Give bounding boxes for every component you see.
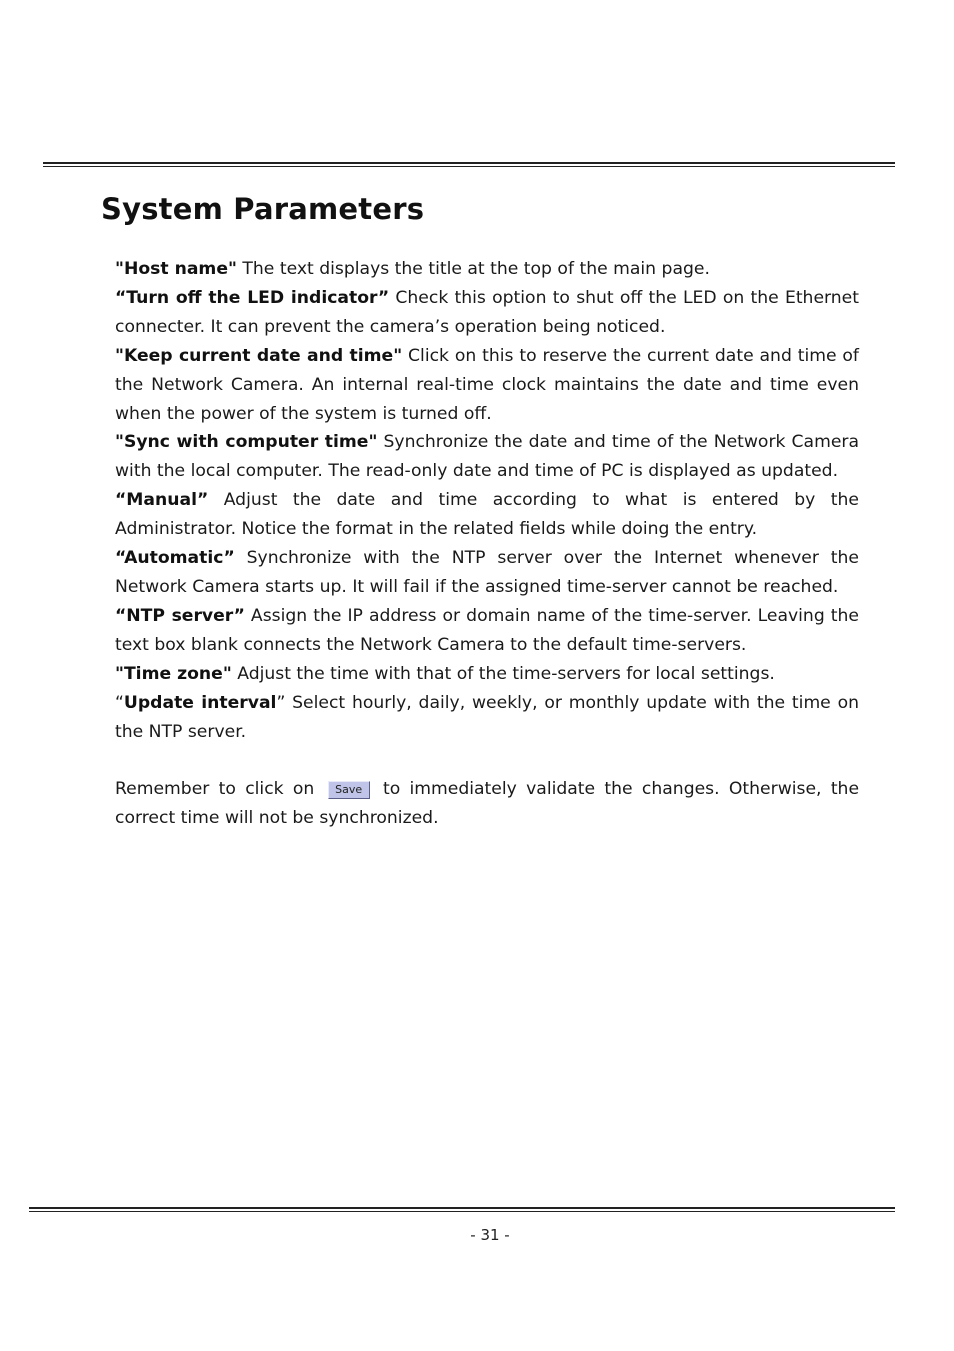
paragraph-spacer	[115, 746, 859, 775]
save-reminder	[115, 775, 859, 833]
parameter-descriptions	[115, 255, 859, 833]
param-term: “Automatic”	[115, 548, 235, 569]
param-term: “Manual”	[115, 490, 209, 511]
param-automatic	[115, 544, 859, 602]
reminder-text-after: to immediately validate the changes. Otherwise, the correct time will not be synchronized.	[115, 779, 860, 829]
param-sync-computer-time	[115, 428, 859, 486]
param-description: Check this option to shut off the LED on the Ethernet connecter. It can prevent the camera’s operation being noticed.	[115, 287, 859, 337]
header-rule	[43, 162, 895, 167]
param-term: "Time zone"	[115, 663, 232, 684]
param-description: Assign the IP address or domain name of the time-server. Leaving the text box blank connects the Network Camera to the default time-servers.	[115, 605, 859, 655]
param-term: "Host name"	[115, 259, 237, 279]
param-time-zone	[115, 660, 859, 689]
param-description: The text displays the title at the top of the main page.	[236, 259, 710, 279]
param-description: Adjust the date and time according to what is entered by the Administrator. Notice the format in the related fields while doing the entry.	[115, 490, 859, 540]
param-description: Adjust the time with that of the time-servers for local settings.	[231, 663, 775, 684]
param-ntp-server	[115, 602, 859, 660]
reminder-text-before: Remember to click on	[115, 779, 315, 800]
save-button[interactable]: Save	[328, 781, 370, 799]
open-quote: “	[115, 692, 124, 713]
param-term: “NTP server”	[115, 605, 245, 626]
param-description: Synchronize the date and time of the Network Camera with the local computer. The read-only date and time of PC is displayed as updated.	[115, 432, 859, 482]
param-update-interval	[115, 689, 859, 747]
param-led-indicator	[115, 284, 859, 342]
param-manual	[115, 486, 859, 544]
page-number: - 31 -	[470, 1226, 510, 1244]
param-term: "Sync with computer time"	[115, 432, 378, 453]
param-description: Synchronize with the NTP server over the Internet whenever the Network Camera starts up. It will fail if the assigned time-server cannot be reached.	[115, 548, 859, 597]
param-term: Update interval	[123, 692, 277, 713]
param-host-name	[115, 255, 859, 284]
param-keep-date-time	[115, 342, 859, 429]
param-term: “Turn off the LED indicator”	[115, 287, 390, 308]
page-title: System Parameters	[101, 192, 425, 226]
param-description: Click on this to reserve the current date and time of the Network Camera. An internal real-time clock maintains the date and time even when the power of the system is turned off.	[115, 345, 859, 424]
param-description: ” Select hourly, daily, weekly, or monthly update with the time on the NTP server.	[115, 692, 859, 742]
footer-rule	[29, 1207, 895, 1212]
param-term: "Keep current date and time"	[115, 345, 403, 366]
